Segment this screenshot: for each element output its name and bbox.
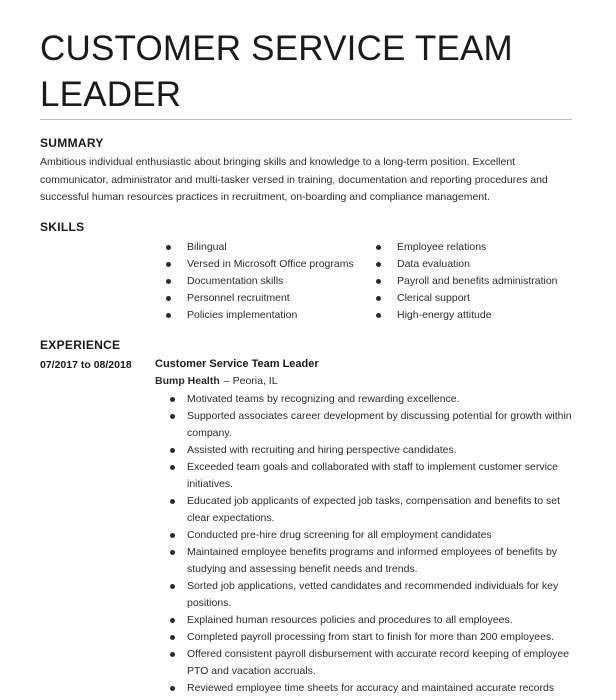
- duty-item: [170, 680, 578, 697]
- duty-text: Exceeded team goals and collaborated with staff to implement customer service initiatives.: [187, 461, 558, 490]
- job-duties-list: [170, 391, 578, 697]
- skill-item: [376, 273, 558, 290]
- bullet-icon: [170, 533, 175, 538]
- bullet-icon: [170, 635, 175, 640]
- skill-label: Clerical support: [397, 292, 470, 304]
- summary-heading: SUMMARY: [40, 136, 104, 150]
- skills-heading: SKILLS: [40, 220, 85, 234]
- duty-text: Educated job applicants of expected job tasks, compensation and benefits to set clear expectations.: [187, 495, 560, 524]
- candidate-name: [40, 26, 580, 118]
- bullet-icon: [376, 296, 381, 301]
- duty-text: Assisted with recruiting and hiring perspective candidates.: [187, 444, 457, 456]
- bullet-icon: [170, 465, 175, 470]
- bullet-icon: [166, 262, 171, 267]
- bullet-icon: [166, 313, 171, 318]
- bullet-icon: [170, 652, 175, 657]
- skill-label: Employee relations: [397, 241, 487, 253]
- duty-item: [170, 578, 578, 612]
- bullet-icon: [376, 279, 381, 284]
- duty-text: Completed payroll processing from start to finish for more than 200 employees.: [187, 631, 555, 643]
- bullet-icon: [170, 618, 175, 623]
- bullet-icon: [166, 245, 171, 250]
- duty-item: [170, 544, 578, 578]
- duty-text: Maintained employee benefits programs and informed employees of benefits by studying and assessing benefit needs and trends.: [187, 546, 558, 575]
- skill-item: [376, 256, 558, 273]
- skill-label: Policies implementation: [187, 309, 298, 321]
- bullet-icon: [166, 296, 171, 301]
- duty-item: [170, 629, 578, 646]
- bullet-icon: [170, 584, 175, 589]
- duty-item: [170, 391, 578, 408]
- duty-text: Motivated teams by recognizing and rewarding excellence.: [187, 393, 460, 405]
- name-line-2: LEADER: [40, 75, 182, 114]
- duty-item: [170, 612, 578, 629]
- duty-item: [170, 442, 578, 459]
- skill-item: [166, 239, 354, 256]
- duty-item: [170, 527, 578, 544]
- bullet-icon: [376, 262, 381, 267]
- skill-label: Versed in Microsoft Office programs: [187, 258, 354, 270]
- bullet-icon: [376, 245, 381, 250]
- bullet-icon: [170, 448, 175, 453]
- duty-item: [170, 408, 578, 442]
- skill-label: Payroll and benefits administration: [397, 275, 558, 287]
- skill-label: Data evaluation: [397, 258, 470, 270]
- duty-item: [170, 646, 578, 680]
- name-line-1: CUSTOMER SERVICE TEAM: [40, 29, 513, 68]
- separator-dash: –: [223, 375, 230, 387]
- bullet-icon: [170, 397, 175, 402]
- bullet-icon: [170, 686, 175, 691]
- bullet-icon: [166, 279, 171, 284]
- job-dates: 07/2017 to 08/2018: [40, 359, 132, 371]
- skill-item: [166, 290, 354, 307]
- bullet-icon: [170, 550, 175, 555]
- duty-text: Sorted job applications, vetted candidates and recommended individuals for key positions.: [187, 580, 559, 609]
- duty-text: Reviewed employee time sheets for accuracy and maintained accurate records: [187, 682, 555, 694]
- skills-list-right: [376, 239, 558, 324]
- bullet-icon: [170, 414, 175, 419]
- duty-text: Supported associates career development by discussing potential for growth within company.: [187, 410, 572, 439]
- duty-item: [170, 493, 578, 527]
- skill-item: [376, 239, 558, 256]
- skill-item: [376, 290, 558, 307]
- job-title: Customer Service Team Leader: [155, 358, 319, 370]
- duty-text: Conducted pre-hire drug screening for all employment candidates: [187, 529, 492, 541]
- skill-item: [166, 307, 354, 324]
- skill-label: High-energy attitude: [397, 309, 492, 321]
- company-line: [155, 375, 278, 387]
- skill-item: [166, 256, 354, 273]
- skills-list-left: [166, 239, 354, 324]
- bullet-icon: [376, 313, 381, 318]
- experience-heading: EXPERIENCE: [40, 338, 121, 352]
- skill-label: Personnel recruitment: [187, 292, 290, 304]
- header-divider: [40, 119, 572, 120]
- duty-text: Offered consistent payroll disbursement with accurate record keeping of employee PTO and vacation accruals.: [187, 648, 570, 677]
- job-location: Peoria, IL: [232, 375, 278, 387]
- skill-label: Bilingual: [187, 241, 227, 253]
- summary-text: Ambitious individual enthusiastic about bringing skills and knowledge to a long-term position. Excellent communicator, administrator and multi-tasker versed in training, documentation and reporting procedures and successful human resources practices in recruitment, on-boarding and compliance management.: [40, 156, 548, 203]
- bullet-icon: [170, 499, 175, 504]
- skill-item: [376, 307, 558, 324]
- duty-text: Explained human resources policies and procedures to all employees.: [187, 614, 513, 626]
- skill-item: [166, 273, 354, 290]
- duty-item: [170, 459, 578, 493]
- skill-label: Documentation skills: [187, 275, 284, 287]
- company-name: Bump Health: [155, 375, 220, 387]
